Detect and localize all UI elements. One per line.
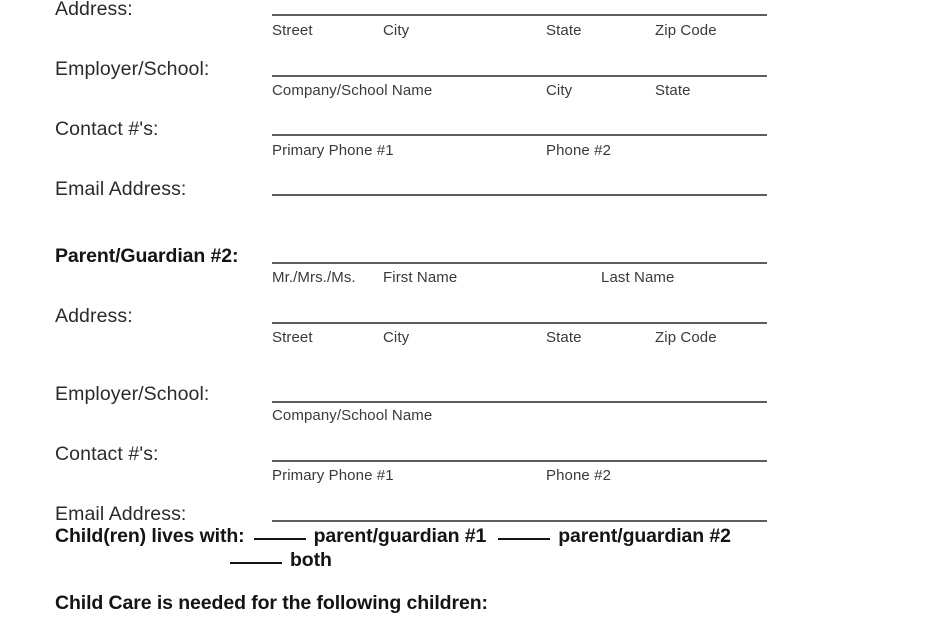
field-label-employer-school-1: Employer/School: bbox=[55, 58, 210, 80]
field-line-contact-numbers-2[interactable] bbox=[272, 460, 767, 462]
field-line-parent-guardian-2-name[interactable] bbox=[272, 262, 767, 264]
field-line-address-2[interactable] bbox=[272, 322, 767, 324]
lives-with-row-both bbox=[230, 551, 332, 571]
field-line-employer-school-1[interactable] bbox=[272, 75, 767, 77]
field-line-employer-school-2[interactable] bbox=[272, 401, 767, 403]
field-label-contact-numbers-2: Contact #'s: bbox=[55, 443, 159, 465]
field-line-contact-numbers-1[interactable] bbox=[272, 134, 767, 136]
field-label-employer-school-2: Employer/School: bbox=[55, 383, 210, 405]
hint-city-1: City bbox=[383, 22, 410, 39]
field-label-address-2: Address: bbox=[55, 305, 133, 327]
field-label-email-address-2: Email Address: bbox=[55, 503, 187, 525]
field-label-email-address-1: Email Address: bbox=[55, 178, 187, 200]
lives-with-blank-both[interactable] bbox=[230, 562, 282, 564]
hint-title-prefix-2: Mr./Mrs./Ms. bbox=[272, 269, 356, 286]
field-line-address-1[interactable] bbox=[272, 14, 767, 16]
lives-with-option-both[interactable]: both bbox=[290, 549, 332, 571]
lives-with-blank-parent-2[interactable] bbox=[498, 538, 550, 540]
hint-primary-phone-2: Primary Phone #1 bbox=[272, 467, 394, 484]
section-heading-parent-guardian-2: Parent/Guardian #2: bbox=[55, 245, 239, 267]
hint-phone-2-1: Phone #2 bbox=[546, 142, 612, 159]
field-line-email-address-2[interactable] bbox=[272, 520, 767, 522]
hint-company-school-name-2: Company/School Name bbox=[272, 407, 433, 424]
hint-phone-2-2: Phone #2 bbox=[546, 467, 612, 484]
lives-with-option-parent-1[interactable]: parent/guardian #1 bbox=[313, 525, 487, 547]
hint-street-1: Street bbox=[272, 22, 313, 39]
hint-state-1: State bbox=[546, 22, 582, 39]
hint-city-2: City bbox=[383, 329, 410, 346]
section-heading-child-care-needed: Child Care is needed for the following children: bbox=[55, 592, 488, 614]
hint-last-name-2: Last Name bbox=[601, 269, 675, 286]
field-label-address-1: Address: bbox=[55, 0, 133, 20]
lives-with-blank-parent-1[interactable] bbox=[254, 538, 306, 540]
hint-zip-code-2: Zip Code bbox=[655, 329, 717, 346]
hint-state-2: State bbox=[546, 329, 582, 346]
hint-employer-city-1: City bbox=[546, 82, 573, 99]
field-line-email-address-1[interactable] bbox=[272, 194, 767, 196]
lives-with-row bbox=[55, 527, 731, 547]
hint-primary-phone-1: Primary Phone #1 bbox=[272, 142, 394, 159]
hint-zip-code-1: Zip Code bbox=[655, 22, 717, 39]
hint-employer-state-1: State bbox=[655, 82, 691, 99]
field-label-contact-numbers-1: Contact #'s: bbox=[55, 118, 159, 140]
hint-first-name-2: First Name bbox=[383, 269, 458, 286]
lives-with-label: Child(ren) lives with: bbox=[55, 525, 245, 547]
hint-street-2: Street bbox=[272, 329, 313, 346]
lives-with-option-parent-2[interactable]: parent/guardian #2 bbox=[558, 525, 731, 547]
hint-company-school-name-1: Company/School Name bbox=[272, 82, 433, 99]
